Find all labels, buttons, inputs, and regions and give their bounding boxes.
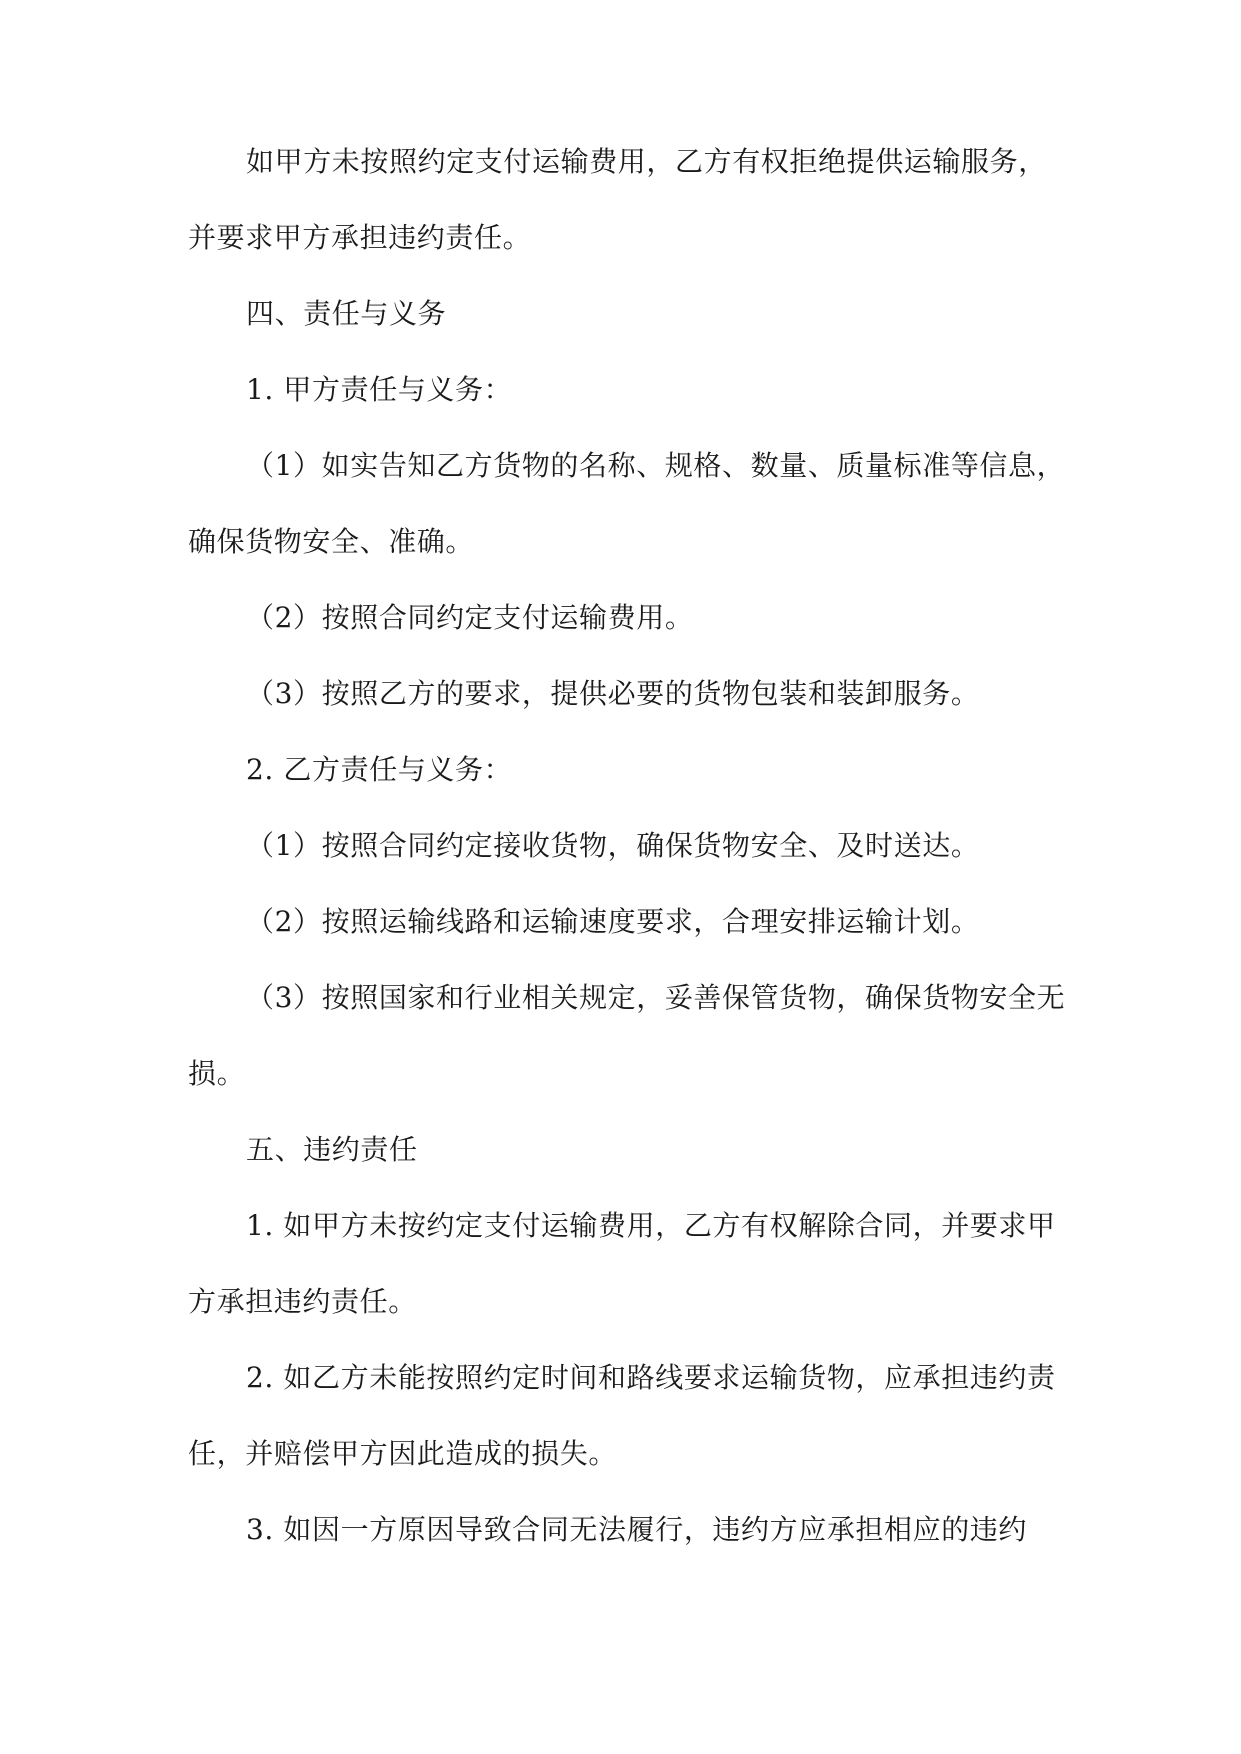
section-heading-responsibilities: 四、责任与义务 [246, 297, 447, 330]
section-heading-breach: 五、违约责任 [246, 1133, 418, 1166]
party-a-duty-3: （3）按照乙方的要求，提供必要的货物包装和装卸服务。 [246, 677, 980, 710]
party-a-duty-2: （2）按照合同约定支付运输费用。 [246, 601, 694, 634]
party-b-duty-2: （2）按照运输线路和运输速度要求，合理安排运输计划。 [246, 905, 980, 938]
breach-clause-3: 3. 如因一方原因导致合同无法履行，违约方应承担相应的违约 [246, 1513, 1028, 1546]
breach-clause-1: 1. 如甲方未按约定支付运输费用，乙方有权解除合同，并要求甲方承担违约责任。 [188, 1209, 1056, 1318]
breach-clause-2: 2. 如乙方未能按照约定时间和路线要求运输货物，应承担违约责任，并赔偿甲方因此造成的损失。 [188, 1361, 1056, 1470]
paragraph-payment-refusal: 如甲方未按照约定支付运输费用，乙方有权拒绝提供运输服务，并要求甲方承担违约责任。 [188, 145, 1047, 254]
party-b-duty-3: （3）按照国家和行业相关规定，妥善保管货物，确保货物安全无损。 [188, 981, 1066, 1090]
document-body [188, 124, 1068, 1568]
subheading-party-a-duties: 1. 甲方责任与义务： [246, 373, 513, 406]
party-a-duty-1: （1）如实告知乙方货物的名称、规格、数量、质量标准等信息，确保货物安全、准确。 [188, 449, 1066, 558]
party-b-duty-1: （1）按照合同约定接收货物，确保货物安全、及时送达。 [246, 829, 980, 862]
subheading-party-b-duties: 2. 乙方责任与义务： [246, 753, 513, 786]
